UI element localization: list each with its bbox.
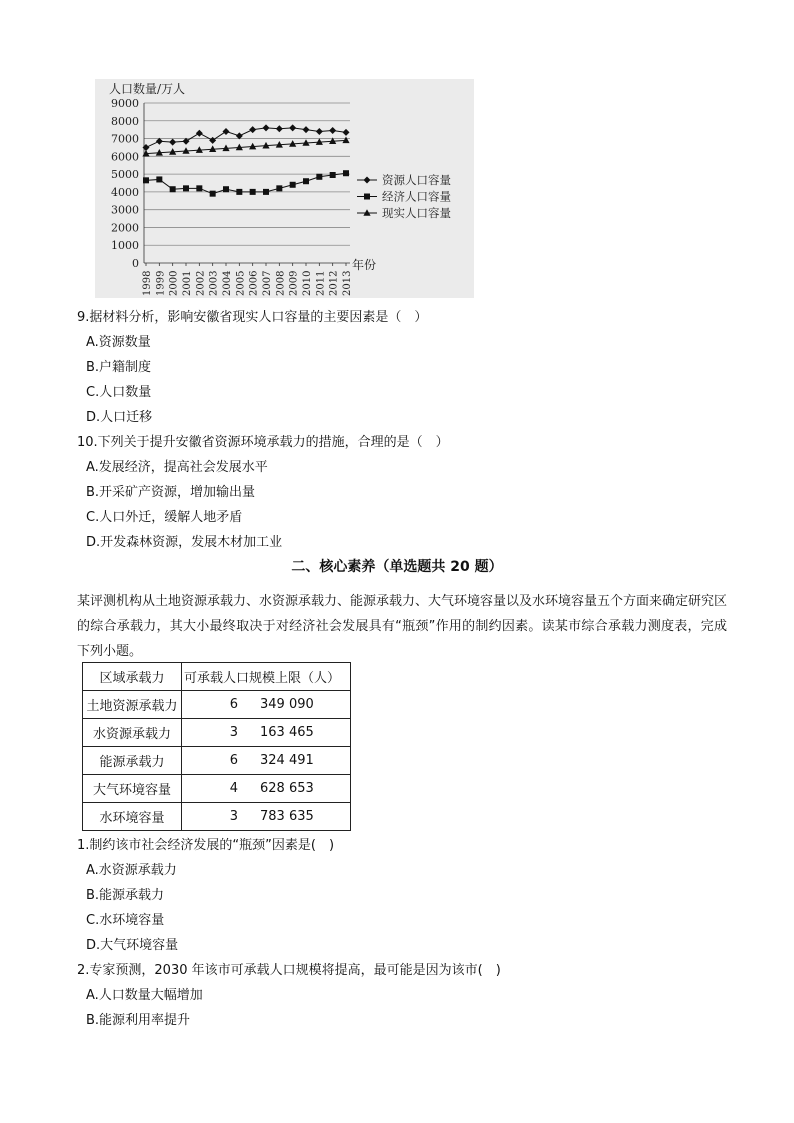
value-prefix: 3 (229, 809, 238, 824)
table-cell-value (182, 803, 351, 831)
y-axis-label: 人口数量/万人 (109, 82, 186, 96)
q1-stem: 1.制约该市社会经济发展的“瓶颈”因素是( ) (77, 838, 335, 853)
data-point-diamond (276, 125, 283, 132)
x-tick-label: 2013 (342, 270, 353, 296)
data-point-diamond (364, 177, 371, 184)
value-prefix: 3 (229, 725, 238, 740)
y-tick-label: 0 (132, 257, 139, 270)
section-title: 二、核心素养（单选题共 20 题） (291, 559, 503, 575)
table-row (83, 775, 351, 803)
table-header-limit: 可承载人口规模上限（人） (182, 663, 351, 691)
data-point-square (303, 178, 309, 184)
data-point-diamond (209, 137, 216, 144)
table-row (83, 719, 351, 747)
data-point-square (210, 191, 216, 197)
x-tick-label: 2007 (262, 270, 273, 296)
data-point-diamond (263, 124, 270, 131)
table-header-row (83, 663, 351, 691)
x-tick-label: 2001 (182, 270, 193, 296)
data-point-square (183, 185, 189, 191)
capacity-table (82, 662, 351, 831)
y-tick-label: 7000 (111, 132, 139, 146)
y-tick-label: 4000 (111, 185, 139, 199)
table-cell-value (182, 691, 351, 719)
legend-label: 现实人口容量 (382, 206, 451, 220)
q10-option-c[interactable]: C.人口外迁，缓解人地矛盾 (86, 510, 243, 525)
q9-option-c[interactable]: C.人口数量 (86, 385, 152, 400)
x-tick-label: 2006 (248, 270, 260, 296)
table-cell-name: 水资源承载力 (83, 719, 182, 747)
chart-svg (95, 79, 474, 298)
table-row (83, 747, 351, 775)
population-capacity-chart (95, 79, 474, 298)
x-tick-label: 2003 (208, 270, 220, 296)
data-point-diamond (169, 139, 176, 146)
table-row (83, 803, 351, 831)
table-cell-name: 能源承载力 (83, 747, 182, 775)
data-point-square (223, 186, 229, 192)
series-line-2 (146, 173, 346, 193)
x-tick-label: 2011 (315, 270, 327, 296)
data-point-square (170, 186, 176, 192)
q1-option-b[interactable]: B.能源承载力 (86, 888, 165, 903)
value-prefix: 6 (229, 697, 238, 712)
table-cell-value (182, 775, 351, 803)
y-tick-label: 3000 (111, 203, 139, 217)
x-tick-label: 1998 (142, 270, 153, 296)
table-cell-name: 水环境容量 (83, 803, 182, 831)
q9-option-a[interactable]: A.资源数量 (86, 335, 151, 350)
q10-option-b[interactable]: B.开采矿产资源，增加输出量 (86, 485, 256, 500)
data-point-square (290, 182, 296, 188)
data-point-diamond (196, 130, 203, 137)
data-point-diamond (249, 126, 256, 133)
q9-option-b[interactable]: B.户籍制度 (86, 360, 152, 375)
data-point-square (364, 194, 370, 200)
x-tick-label: 2002 (195, 270, 207, 296)
q2-option-a[interactable]: A.人口数量大幅增加 (86, 988, 203, 1003)
q9-stem: 9.据材料分析，影响安徽省现实人口容量的主要因素是（ ） (77, 310, 428, 325)
x-tick-label: 2004 (222, 270, 233, 296)
q1-option-d[interactable]: D.大气环境容量 (86, 938, 179, 953)
q10-stem: 10.下列关于提升安徽省资源环境承载力的措施，合理的是（ ） (77, 435, 449, 450)
data-point-diamond (329, 127, 336, 134)
x-tick-label: 2010 (302, 270, 313, 296)
value-number: 783 635 (260, 809, 314, 824)
value-prefix: 6 (229, 753, 238, 768)
q2-option-b[interactable]: B.能源利用率提升 (86, 1013, 191, 1028)
q9-option-d[interactable]: D.人口迁移 (86, 410, 153, 425)
x-axis-label: 年份 (352, 258, 377, 272)
data-point-square (343, 170, 349, 176)
x-tick-label: 2000 (168, 270, 180, 296)
q2-stem: 2.专家预测，2030 年该市可承载人口规模将提高，最可能是因为该市( ) (77, 963, 501, 978)
data-point-square (196, 185, 202, 191)
q1-option-c[interactable]: C.水环境容量 (86, 913, 165, 928)
x-tick-label: 2008 (275, 270, 287, 296)
value-number: 349 090 (260, 697, 314, 712)
x-tick-label: 2005 (235, 270, 247, 296)
data-point-square (276, 185, 282, 191)
y-tick-label: 1000 (111, 239, 139, 253)
y-tick-label: 6000 (111, 150, 139, 164)
table-header-region: 区域承载力 (83, 663, 182, 691)
q1-option-a[interactable]: A.水资源承载力 (86, 863, 177, 878)
value-number: 628 653 (260, 781, 314, 796)
x-tick-label: 2009 (288, 270, 300, 296)
data-point-diamond (223, 128, 230, 135)
data-point-diamond (343, 129, 350, 136)
value-number: 324 491 (260, 753, 314, 768)
table-cell-name: 土地资源承载力 (83, 691, 182, 719)
table-row (83, 691, 351, 719)
data-point-square (316, 174, 322, 180)
y-tick-label: 5000 (111, 168, 139, 182)
data-point-square (330, 172, 336, 178)
x-tick-label: 1999 (155, 270, 167, 296)
y-tick-label: 8000 (111, 114, 139, 128)
intro-paragraph: 某评测机构从土地资源承载力、水资源承载力、能源承载力、大气环境容量以及水环境容量五个方面来确定研究区的综合承载力，其大小最终取决于对经济社会发展具有“瓶颈”作用的制约因素。读某市综合承载力测度表，完成下列小题。 (77, 594, 728, 659)
value-number: 163 465 (260, 725, 314, 740)
data-point-square (263, 189, 269, 195)
data-point-diamond (316, 128, 323, 135)
y-tick-label: 2000 (111, 221, 139, 235)
y-tick-label: 9000 (111, 97, 139, 110)
data-point-square (156, 176, 162, 182)
table-cell-name: 大气环境容量 (83, 775, 182, 803)
q10-option-a[interactable]: A.发展经济，提高社会发展水平 (86, 460, 268, 475)
x-tick-label: 2012 (328, 270, 340, 296)
data-point-square (250, 189, 256, 195)
q10-option-d[interactable]: D.开发森林资源，发展木材加工业 (86, 535, 283, 550)
table-cell-value (182, 747, 351, 775)
data-point-square (236, 189, 242, 195)
legend-label: 资源人口容量 (382, 173, 451, 187)
data-point-diamond (303, 126, 310, 133)
data-point-square (143, 177, 149, 183)
table-cell-value (182, 719, 351, 747)
data-point-triangle (342, 137, 349, 144)
data-point-diamond (289, 124, 296, 131)
legend-label: 经济人口容量 (382, 189, 451, 204)
value-prefix: 4 (229, 781, 238, 796)
